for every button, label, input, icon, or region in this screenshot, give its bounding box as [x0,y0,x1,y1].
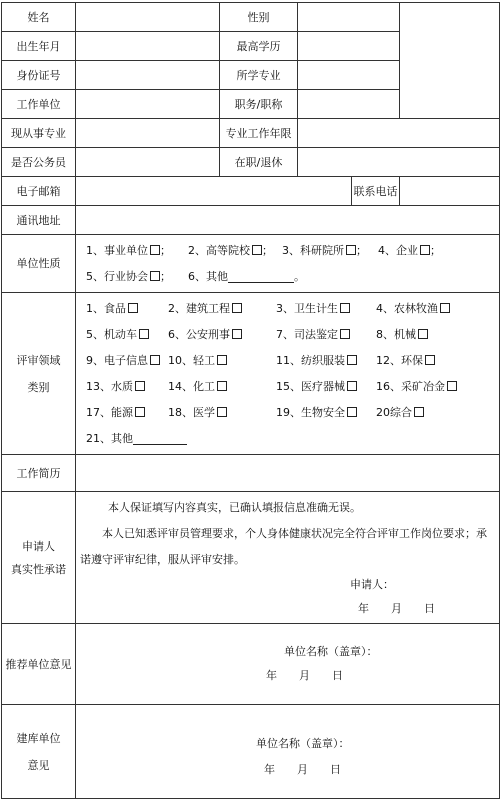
current-field-input[interactable] [76,119,220,148]
category-option: 8、机械 [376,328,416,341]
unit-type-option: 6、其他 [188,270,228,283]
email-label: 电子邮箱 [2,177,76,206]
unit-type-option: 5、行业协会 [86,270,148,283]
pledge-paragraph-1: 本人保证填写内容真实，已确认填报信息准确无误。 [108,500,361,514]
review-area-label-line1: 评审领域 [16,353,61,367]
birth-field[interactable] [76,32,220,61]
checkbox[interactable] [346,245,356,255]
phone-label: 联系电话 [352,177,400,206]
checkbox[interactable] [232,329,242,339]
checkbox[interactable] [418,329,428,339]
pledge-label [2,492,76,624]
builder-date: 年 月 日 [264,762,341,776]
recommend-label: 推荐单位意见 [2,624,76,705]
current-field-label: 现从事专业 [2,119,76,148]
pledge-paragraph-2: 本人已知悉评审员管理要求，个人身体健康状况完全符合评审工作岗位要求；承诺遵守评审纪律，服从评审安排。 [80,526,487,566]
name-label: 姓名 [2,3,76,32]
checkbox[interactable] [347,381,357,391]
checkbox[interactable] [150,355,160,365]
phone-field[interactable] [400,177,500,206]
major-label: 所学专业 [220,61,298,90]
pledge-date: 年 月 日 [358,601,435,615]
review-area-label [2,293,76,455]
checkbox[interactable] [139,329,149,339]
category-option: 14、化工 [168,380,215,393]
unit-type-option: 1、事业单位 [86,244,148,257]
checkbox[interactable] [340,303,350,313]
checkbox[interactable] [217,381,227,391]
birth-label: 出生年月 [2,32,76,61]
employer-label: 工作单位 [2,90,76,119]
checkbox[interactable] [347,407,357,417]
major-field[interactable] [298,61,400,90]
gender-field[interactable] [298,3,400,32]
email-field[interactable] [76,177,352,206]
id-field[interactable] [76,61,220,90]
employer-field[interactable] [76,90,220,119]
category-option: 5、机动车 [86,328,137,341]
category-option: 1、食品 [86,302,126,315]
unit-type-label: 单位性质 [2,235,76,293]
unit-type-options: 1、事业单位 ； 2、高等院校 ； 3、科研院所 ； 4、企业 ； 5、行业协会 ； 6、其他 。 [76,235,500,293]
review-area-label-line2: 类别 [27,380,50,394]
status-label: 在职/退休 [220,148,298,177]
civil-servant-label: 是否公务员 [2,148,76,177]
checkbox[interactable] [135,381,145,391]
checkbox[interactable] [217,355,227,365]
category-option: 20综合 [376,406,412,419]
category-option: 12、环保 [376,354,423,367]
checkbox[interactable] [232,303,242,313]
address-label: 通讯地址 [2,206,76,235]
recommend-content [76,624,500,705]
category-option: 2、建筑工程 [168,302,230,315]
title-label: 职务/职称 [220,90,298,119]
education-label: 最高学历 [220,32,298,61]
checkbox[interactable] [440,303,450,313]
years-label: 专业工作年限 [220,119,298,148]
category-option: 4、农林牧渔 [376,302,438,315]
builder-label-line1: 建库单位 [16,731,61,745]
builder-label [2,705,76,799]
photo-box[interactable] [400,3,500,119]
education-field[interactable] [298,32,400,61]
civil-servant-field[interactable] [76,148,220,177]
checkbox[interactable] [150,245,160,255]
category-option: 9、电子信息 [86,354,148,367]
checkbox[interactable] [135,407,145,417]
checkbox[interactable] [128,303,138,313]
category-option: 6、公安刑事 [168,328,230,341]
checkbox[interactable] [340,329,350,339]
pledge-signer: 申请人： [350,577,394,591]
resume-label: 工作简历 [2,455,76,492]
checkbox[interactable] [447,381,457,391]
category-option: 18、医学 [168,406,215,419]
gender-label: 性别 [220,3,298,32]
builder-label-line2: 意见 [27,758,50,772]
checkbox[interactable] [414,407,424,417]
category-option: 21、其他 [86,432,133,445]
form-table [1,2,500,799]
address-field[interactable] [76,206,500,235]
category-option: 3、卫生计生 [276,302,338,315]
checkbox[interactable] [252,245,262,255]
checkbox[interactable] [420,245,430,255]
category-option: 16、采矿冶金 [376,380,445,393]
category-option: 10、轻工 [168,354,215,367]
recommend-seal: 单位名称（盖章）： [284,645,378,658]
name-field[interactable] [76,3,220,32]
other-blank[interactable] [228,271,294,283]
status-field[interactable] [298,148,500,177]
unit-type-option: 2、高等院校 [188,244,250,257]
id-label: 身份证号 [2,61,76,90]
category-option: 13、水质 [86,380,133,393]
builder-seal: 单位名称（盖章）： [256,736,350,750]
checkbox[interactable] [217,407,227,417]
recommend-date: 年 月 日 [266,669,343,682]
years-field[interactable] [298,119,500,148]
pledge-content [76,492,500,624]
category-option: 17、能源 [86,406,133,419]
title-field[interactable] [298,90,400,119]
checkbox[interactable] [425,355,435,365]
category-option: 15、医疗器械 [276,380,345,393]
unit-type-option: 4、企业 [378,244,418,257]
checkbox[interactable] [150,271,160,281]
resume-field[interactable] [76,455,500,492]
category-options [76,293,500,455]
other-category-blank[interactable] [133,433,187,445]
pledge-label-line2: 真实性承诺 [11,562,66,576]
category-option: 11、纺织服装 [276,354,345,367]
builder-content [76,705,500,799]
category-option: 7、司法鉴定 [276,328,338,341]
category-option: 19、生物安全 [276,406,345,419]
checkbox[interactable] [347,355,357,365]
pledge-label-line1: 申请人 [22,539,55,553]
unit-type-option: 3、科研院所 [282,244,344,257]
